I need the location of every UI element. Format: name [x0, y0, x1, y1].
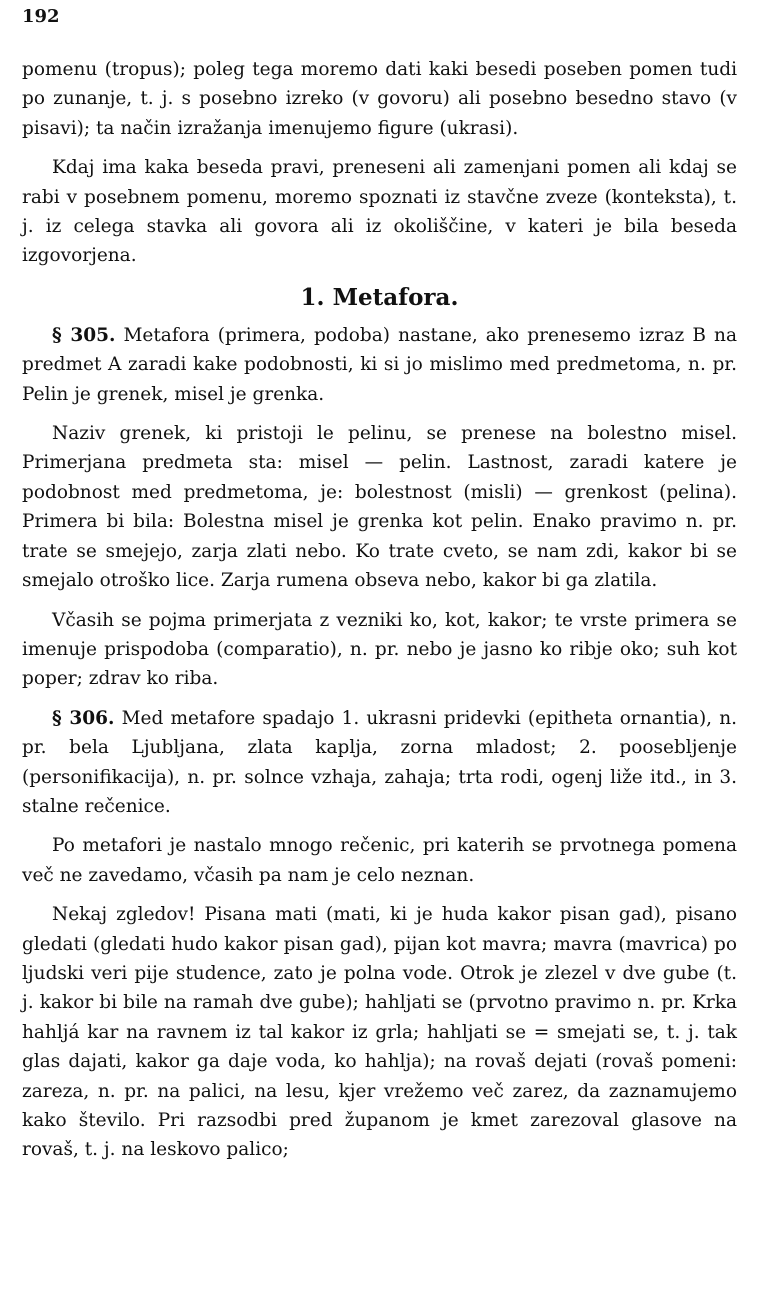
paragraph-section-306 — [22, 704, 737, 822]
paragraph-intro-1: pomenu (tropus); poleg tega moremo dati kaki besedi poseben pomen tudi po zunanje, t. j. s posebno izreko (v govoru) ali posebno besedno stavo (v pisavi); ta način izražanja imenujemo figure (ukrasi). — [22, 59, 737, 139]
paragraph-nekaj-zgledov: Nekaj zgledov! Pisana mati (mati, ki je huda kakor pisan gad), pisano gledati (gledati hudo kakor pisan gad), pijan kot mavra; mavra (mavrica) po ljudski veri pije studence, zato je polna vode. Otrok je zlezel v dve gube (t. j. kakor bi bile na ramah dve gube); hahljati se (prvotno pravimo n. pr. Krka hahljá kar na ravnem iz tal kakor iz grla; hahljati se = smejati se, t. j. tak glas dajati, kakor ga daje voda, ko hahlja); na rovaš dejati (rovaš pomeni: zareza, n. pr. na palici, na lesu, kjer vrežemo več zarez, da zaznamujemo kako število. Pri razsodbi pred županom je kmet zarezoval glasove na rovaš, t. j. na leskovo palico; — [22, 904, 737, 1161]
paragraph-naziv: Naziv grenek, ki pristoji le pelinu, se prenese na bolestno misel. Primerjana predmeta sta: misel — pelin. Lastnost, zaradi katere je podobnost med predmetoma, je: bolestnost (misli) — grenkost (pelina). Primera bi bila: Bolestna misel je grenka kot pelin. Enako pravimo n. pr. trate se smejejo, zarja zlati nebo. Ko trate cveto, se nam zdi, kakor bi se smejalo otroško lice. Zarja rumena obseva nebo, kakor bi ga zlatila. — [22, 423, 737, 592]
section-mark-305: § 305. — [52, 324, 116, 346]
section-305-text: Metafora (primera, podoba) nastane, ako prenesemo izraz B na predmet A zaradi kake podobnosti, ki si jo mislimo med predmetoma, n. pr. Pelin je grenek, misel je grenka. — [22, 324, 737, 405]
paragraph-vcasih: Včasih se pojma primerjata z vezniki ko, kot, kakor; te vrste primera se imenuje prispodoba (comparatio), n. pr. nebo je jasno ko ribje oko; suh kot poper; zdrav ko riba. — [22, 609, 737, 690]
paragraph-po-metafori: Po metafori je nastalo mnogo rečenic, pri katerih se prvotnega pomena več ne zavedamo, včasih pa nam je celo neznan. — [22, 835, 737, 886]
section-heading-metafora: 1. Metafora. — [300, 283, 459, 311]
section-306-text: Med metafore spadajo 1. ukrasni pridevki (epitheta ornantia), n. pr. bela Ljubljana, zlata kaplja, zorna mladost; 2. poosebljenje (personifikacija), n. pr. solnce vzhaja, zahaja; trta rodi, ogenj liže itd., in 3. stalne rečenice. — [22, 707, 737, 817]
paragraph-section-305 — [22, 321, 737, 409]
section-mark-306: § 306. — [52, 707, 115, 729]
page-number: 192 — [22, 6, 60, 27]
paragraph-intro-2: Kdaj ima kaka beseda pravi, preneseni ali zamenjani pomen ali kdaj se rabi v posebnem pomenu, moremo spoznati iz stavčne zveze (konteksta), t. j. iz celega stavka ali govora ali iz okoliščine, v kateri je bila beseda izgovorjena. — [22, 157, 737, 267]
